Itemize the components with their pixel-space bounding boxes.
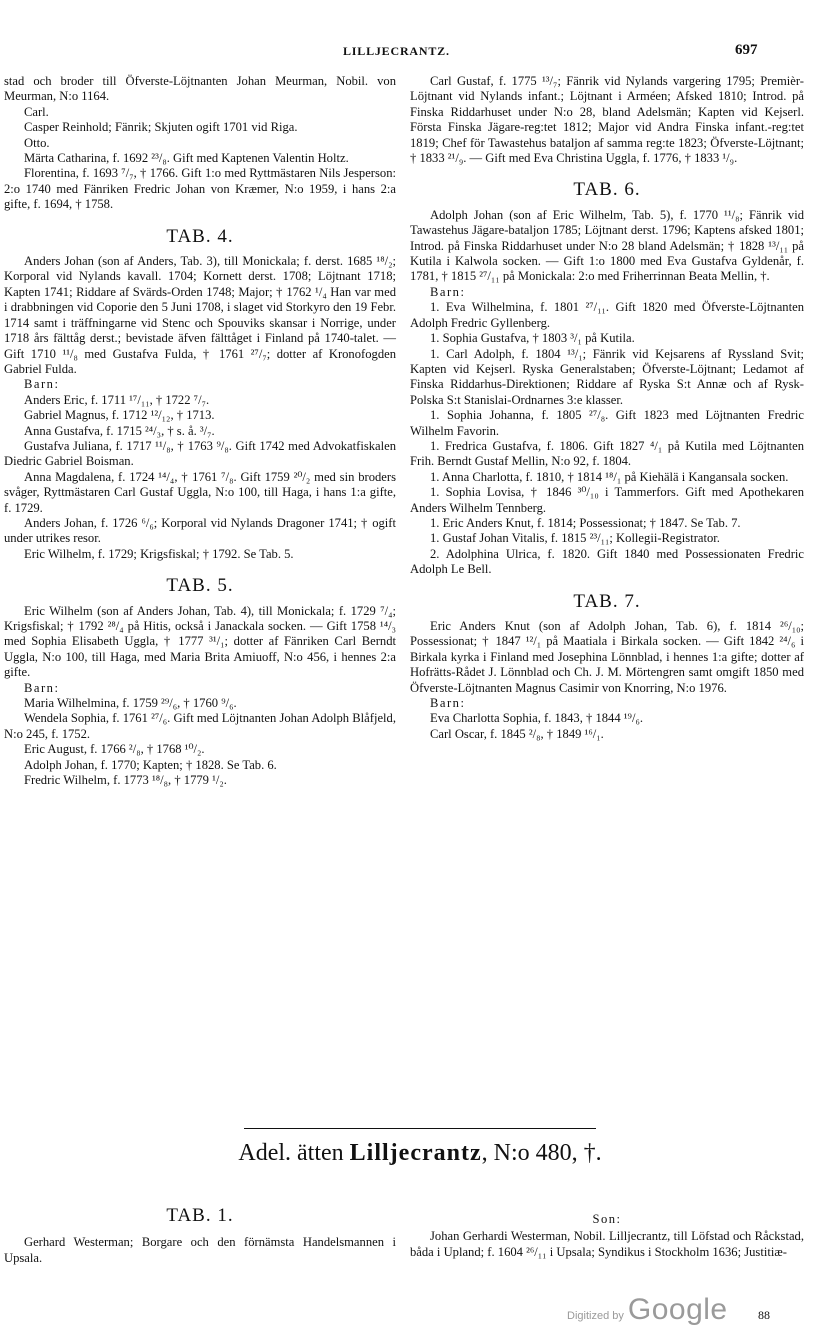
entry-paragraph: Wendela Sophia, f. 1761 ²⁷/₆. Gift med Löjtnanten Johan Adolph Blåfjeld, N:o 245, f. 1752.: [4, 711, 396, 741]
entry-paragraph: Eric Anders Knut (son af Adolph Johan, Tab. 6), f. 1814 ²⁶/₁₀; Possessionat; † 1847 ¹²/₁ på Maatiala i Birkala socken. — Gift 1842 ²⁴/₆ i Birkala kyrka i Finland med Josephina Lönnblad, i hennes 1:a gifte; dotter af Hofrätts-Rådet J. Lönnblad och Ch. J. M. Mörtengren samt omgift 1850 med Öfverste-Löjtnanten Magnus Casimir von Knorring, N:o 1976.: [410, 619, 804, 695]
entry-paragraph: 1. Anna Charlotta, f. 1810, † 1814 ¹⁸/₁ på Kiehälä i Kangansala socken.: [430, 469, 789, 484]
entry-paragraph: Casper Reinhold; Fänrik; Skjuten ogift 1701 vid Riga.: [24, 120, 298, 135]
entry-paragraph: Maria Wilhelmina, f. 1759 ²⁹/₆, † 1760 ⁹/₆.: [24, 696, 237, 711]
entry-paragraph: 1. Carl Adolph, f. 1804 ¹³/₁; Fänrik vid Kejsarens af Ryssland Svit; Kapten vid Kejserl. Ryska Generalstaben; Öfverste-Löjtnant; Ledamot af Finska Riddarhus-Direktionen; Riddare af Ryska S:t Annæ och af Rysk-Polska S:t Stanislai-Ordnarnes 3:e klasser.: [410, 346, 804, 407]
table-heading: TAB. 7.: [573, 590, 641, 612]
son-label: Son:: [592, 1212, 622, 1226]
family-title-name: Lilljecrantz: [349, 1140, 482, 1166]
children-label: Barn:: [24, 377, 60, 392]
children-label: Barn:: [430, 696, 466, 711]
paragraph: Johan Gerhardi Westerman, Nobil. Lilljecrantz, till Löfstad och Råckstad, båda i Upland; f. 1604 ²⁶/₁₁ i Upsala; Syndikus i Stockholm 1636; Justitiæ-: [410, 1229, 804, 1259]
bottom-left-column: [4, 1205, 396, 1266]
entry-paragraph: Eric August, f. 1766 ²/₈, † 1768 ¹⁰/₂.: [24, 742, 205, 757]
paragraph: Gerhard Westerman; Borgare och den förnämsta Handelsmannen i Upsala.: [4, 1235, 396, 1265]
right-text-column: [410, 74, 804, 742]
entry-paragraph: Adolph Johan, f. 1770; Kapten; † 1828. Se Tab. 6.: [24, 757, 277, 772]
entry-paragraph: Eva Charlotta Sophia, f. 1843, † 1844 ¹⁹/₆.: [430, 711, 643, 726]
left-text-column: [4, 74, 396, 788]
family-title-suffix: , N:o 480, †.: [481, 1140, 602, 1166]
table-heading: TAB. 5.: [166, 575, 234, 597]
entry-paragraph: Adolph Johan (son af Eric Wilhelm, Tab. 5), f. 1770 ¹¹/₈; Fänrik vid Tawastehus Jägare-bataljon 1785; Löjtnant derst. 1796; Kaptens afsked 1801; Introd. på Finska Riddarhuset under N:o 28 bland Adelsmän; † 1828 ¹³/₁₁ på Kutila i Kalwola socken. — Gift 1:o 1800 med Eva Gustafva Gyldenår, f. 1781, † 1815 ²⁷/₁₁ på Monickala: 2:o med Friherrinnan Beata Mellin, †.: [410, 207, 804, 284]
table-heading: TAB. 1.: [166, 1205, 234, 1226]
entry-paragraph: Carl Gustaf, f. 1775 ¹³/₇; Fänrik vid Nylands vargering 1795; Premièr-Löjtnant vid Nylands infant.; Löjtnant i Arméen; Afsked 1810; Introd. på Finska Riddarhuset under N:o 28, bland Adelsmän; Kapten vid Kejserl. Första Finska Jägare-reg:tet 1812; Major vid Andra Finska infant.-reg:tet 1819; Chef för Tawastehus bataljon af samma reg:te 1823; Öfverste-Löjtnant; † 1833 ²¹/₉. — Gift med Eva Christina Uggla, f. 1776, † 1833 ¹/₉.: [410, 74, 804, 166]
entry-paragraph: Gustafva Juliana, f. 1717 ¹¹/₈, † 1763 ⁹/₈. Gift 1742 med Advokatfiskalen Diedric Gabriel Boisman.: [4, 438, 396, 469]
running-header-title: LILLJECRANTZ.: [343, 44, 450, 58]
entry-paragraph: Anders Johan, f. 1726 ⁶/₆; Korporal vid Nylands Dragoner 1741; † ogift under utrikes resor.: [4, 515, 396, 546]
entry-paragraph: Florentina, f. 1693 ⁷/₇, † 1766. Gift 1:o med Ryttmästaren Nils Jesperson: 2:o 1740 med Fänriken Fredric Johan von Kræmer, N:o 1959, i hans 2:a gifte, f. 1694, † 1758.: [4, 166, 396, 212]
table-heading: TAB. 6.: [573, 179, 641, 201]
entry-paragraph: Otto.: [24, 135, 50, 150]
children-label: Barn:: [24, 680, 60, 695]
entry-paragraph: Anders Eric, f. 1711 ¹⁷/₁₁, † 1722 ⁷/₇.: [24, 392, 210, 407]
family-section-title: [0, 1140, 840, 1167]
entry-paragraph: 1. Eric Anders Knut, f. 1814; Possessionat; † 1847. Se Tab. 7.: [430, 515, 741, 530]
page-number: 697: [735, 42, 758, 58]
children-label: Barn:: [430, 284, 466, 299]
entry-paragraph: 1. Sophia Gustafva, † 1803 ³/₁ på Kutila.: [430, 331, 635, 346]
watermark-small-text: Digitized by: [567, 1310, 624, 1322]
watermark-logo-text: Google: [627, 1293, 728, 1326]
entry-paragraph: 1. Sophia Johanna, f. 1805 ²⁷/₈. Gift 1823 med Löjtnanten Fredric Wilhelm Favorin.: [410, 408, 804, 438]
entry-paragraph: Märta Catharina, f. 1692 ²³/₈. Gift med Kaptenen Valentin Holtz.: [24, 151, 349, 166]
entry-paragraph: 1. Fredrica Gustafva, f. 1806. Gift 1827 ⁴/₁ på Kutila med Löjtnanten Frih. Berndt Gustaf Mellin, N:o 92, f. 1804.: [410, 438, 804, 469]
entry-paragraph: 1. Gustaf Johan Vitalis, f. 1815 ²³/₁₁; Kollegii-Registrator.: [430, 531, 720, 546]
entry-paragraph: 1. Sophia Lovisa, † 1846 ³⁰/₁₀ i Tammerfors. Gift med Apothekaren Anders Wilhelm Tennberg.: [410, 485, 804, 515]
section-divider: [244, 1128, 596, 1129]
table-heading: TAB. 4.: [166, 225, 234, 247]
bottom-right-column: [410, 1212, 804, 1260]
entry-paragraph: Carl.: [24, 104, 49, 119]
digitized-watermark: [567, 1293, 728, 1327]
entry-paragraph: Gabriel Magnus, f. 1712 ¹²/₁₂, † 1713.: [24, 408, 215, 423]
continued-paragraph: stad och broder till Öfverste-Löjtnanten Johan Meurman, Nobil. von Meurman, N:o 1164.: [4, 74, 396, 104]
entry-paragraph: Anders Johan (son af Anders, Tab. 3), till Monickala; f. derst. 1685 ¹⁸/₂; Korporal vid Nylands kavall. 1704; Kornett derst. 1708; Löjtnant 1718; Kapten 1741; Riddare af Svärds-Orden 1748; Major; † 1762 ¹/₄ Han var med i drabbningen vid Coporie den 5 Juni 1708, i slaget vid Storkyro den 19 Febr. 1714 samt i träffningarne vid Stenc och Spouviks skansar i Norrige, under 1718 års fälttåg derst.; bevistade äfven fälttåget i Finland på 1740-talet. — Gift 1710 ¹¹/₈ med Gustafva Fulda, † 1761 ²⁷/₇; dotter af Kronofogden Gabriel Fulda.: [4, 254, 396, 376]
signature-mark: 88: [758, 1308, 770, 1322]
entry-paragraph: Anna Gustafva, f. 1715 ²⁴/₃, † s. å. ³/₇.: [24, 423, 215, 438]
entry-paragraph: Eric Wilhelm (son af Anders Johan, Tab. 4), till Monickala; f. 1729 ⁷/₄; Krigsfiskal; † 1792 ²⁸/₄ på Hitis, också i Janackala socken. — Gift 1758 ¹⁴/₃ med Sophia Elisabeth Uggla, † 1777 ³¹/₁; dotter af Fänriken Carl Berndt Uggla, N:o 100, till Haga, med Maria Brita Amiuoff, N:o 456, i hennes 2:a gifte.: [4, 603, 396, 680]
entry-paragraph: Anna Magdalena, f. 1724 ¹⁴/₄, † 1761 ⁷/₈. Gift 1759 ²⁰/₂ med sin broders svåger, Ryttmästaren Carl Gustaf Uggla, N:o 100, till Haga, i hans 1:a gifte, f. 1729.: [4, 469, 396, 515]
family-title-prefix: Adel. ätten: [238, 1140, 350, 1166]
entry-paragraph: 2. Adolphina Ulrica, f. 1820. Gift 1840 med Possessionaten Fredric Adolph Le Bell.: [410, 546, 804, 577]
entry-paragraph: Eric Wilhelm, f. 1729; Krigsfiskal; † 1792. Se Tab. 5.: [24, 546, 294, 561]
entry-paragraph: Carl Oscar, f. 1845 ²/₈, † 1849 ¹⁶/₁.: [430, 726, 604, 741]
entry-paragraph: 1. Eva Wilhelmina, f. 1801 ²⁷/₁₁. Gift 1820 med Öfverste-Löjtnanten Adolph Fredric Gyllenberg.: [410, 300, 804, 330]
entry-paragraph: Fredric Wilhelm, f. 1773 ¹⁸/₈, † 1779 ¹/₂.: [24, 773, 227, 788]
